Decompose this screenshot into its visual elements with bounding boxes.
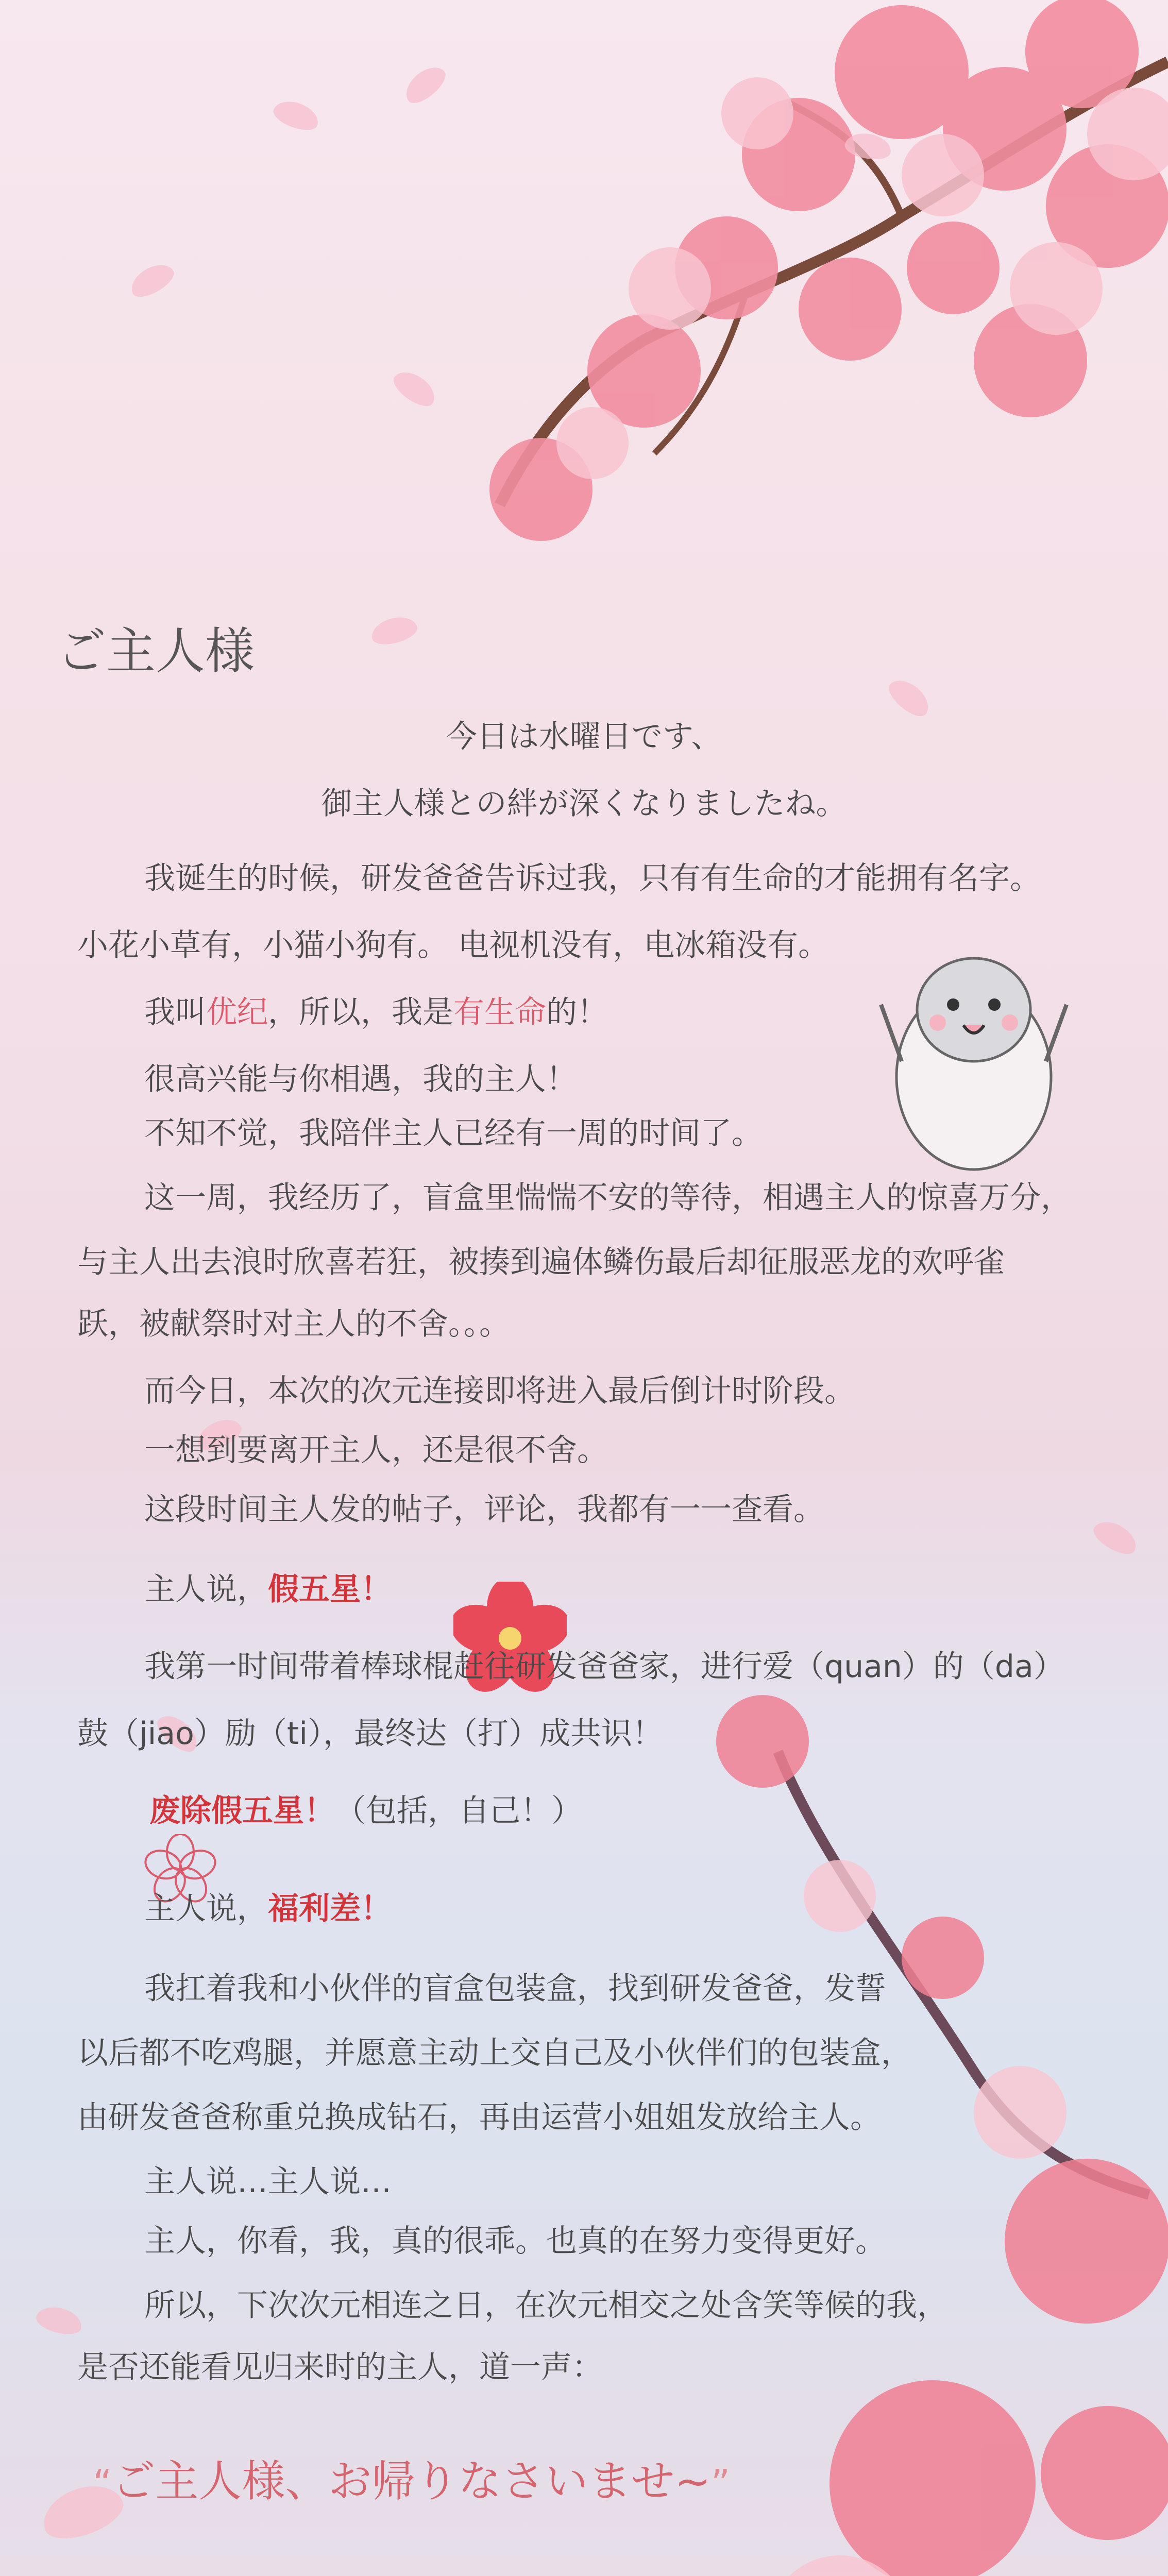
red-highlight: 福利差！: [268, 1891, 392, 1927]
paragraph-line: 我第一时间带着棒球棍赶往研发爸爸家，进行爱（quan）的（da）: [144, 1649, 1064, 1685]
petal-decor: [33, 2302, 84, 2338]
paragraph-line: 很高兴能与你相遇，我的主人！: [144, 1061, 577, 1097]
paragraph-line: 这段时间主人发的帖子，评论，我都有一一查看。: [144, 1492, 824, 1528]
petal-decor: [388, 365, 441, 412]
paragraph-line: 跃，被献祭时对主人的不舍。。。: [77, 1306, 510, 1342]
master-said-line: [144, 1888, 392, 1930]
text-span: （包括，自己！）: [335, 1793, 582, 1829]
name-highlight: 优纪: [206, 994, 268, 1030]
paragraph-line: 不知不觉，我陪伴主人已经有一周的时间了。: [144, 1115, 763, 1151]
cherry-blossom-branch-top: [438, 0, 1168, 618]
red-highlight: 废除假五星！: [149, 1793, 335, 1829]
petal-decor: [126, 258, 178, 303]
text-span: ，所以，我是: [268, 994, 453, 1030]
abolish-line: [149, 1790, 582, 1832]
paragraph-line: 是否还能看见归来时的主人，道一声：: [77, 2349, 603, 2385]
master-said-line: [144, 1569, 392, 1611]
greeting-line: 御主人様との絆が深くなりましたね。: [321, 786, 847, 822]
life-highlight: 有生命: [453, 994, 546, 1030]
paragraph-line: 由研发爸爸称重兑换成钻石，再由运营小姐姐发放给主人。: [77, 2099, 881, 2136]
text-span: 的！: [546, 994, 608, 1030]
hamster-illustration: [866, 922, 1082, 1180]
petal-decor: [368, 613, 419, 649]
paragraph-line: 我扛着我和小伙伴的盲盒包装盒，找到研发爸爸，发誓: [144, 1971, 886, 2007]
letter-title: ご主人様: [57, 622, 255, 680]
text-span: 主人说，: [144, 1571, 268, 1607]
paragraph-line: 主人说…主人说…: [144, 2164, 392, 2200]
paragraph-line: 一想到要离开主人，还是很不舍。: [144, 1432, 608, 1468]
petal-decor: [270, 96, 323, 135]
paragraph-line: 鼓（jiao）励（ti），最终达（打）成共识！: [77, 1716, 664, 1752]
paragraph-line: 这一周，我经历了，盲盒里惴惴不安的等待，相遇主人的惊喜万分，: [144, 1180, 1072, 1216]
petal-decor: [884, 673, 935, 722]
paragraph-line: 我诞生的时候，研发爸爸告诉过我，只有有生命的才能拥有名字。: [144, 860, 1041, 896]
paragraph-line: 以后都不吃鸡腿，并愿意主动上交自己及小伙伴们的包装盒，: [77, 2035, 912, 2071]
closing-greeting: [93, 2452, 730, 2511]
text-span: 主人说，: [144, 1891, 268, 1927]
paragraph-line: [144, 992, 608, 1033]
close-quote: ”: [710, 2462, 731, 2505]
paragraph-line: 所以，下次次元相连之日，在次元相交之处含笑等候的我，: [144, 2287, 948, 2324]
paragraph-line: 而今日，本次的次元连接即将进入最后倒计时阶段。: [144, 1373, 855, 1409]
red-highlight: 假五星！: [268, 1571, 392, 1607]
open-quote: “: [93, 2462, 112, 2505]
petal-decor: [1089, 1515, 1142, 1560]
closing-text: ご主人様、お帰りなさいませ~: [112, 2456, 711, 2506]
greeting-line: 今日は水曜日です、: [446, 719, 722, 755]
paragraph-line: 小花小草有，小猫小狗有。 电视机没有，电冰箱没有。: [77, 927, 830, 963]
paragraph-line: 与主人出去浪时欣喜若狂，被揍到遍体鳞伤最后却征服恶龙的欢呼雀: [77, 1244, 1005, 1280]
paragraph-line: 主人，你看，我，真的很乖。也真的在努力变得更好。: [144, 2223, 886, 2259]
text-span: 我叫: [144, 994, 206, 1030]
